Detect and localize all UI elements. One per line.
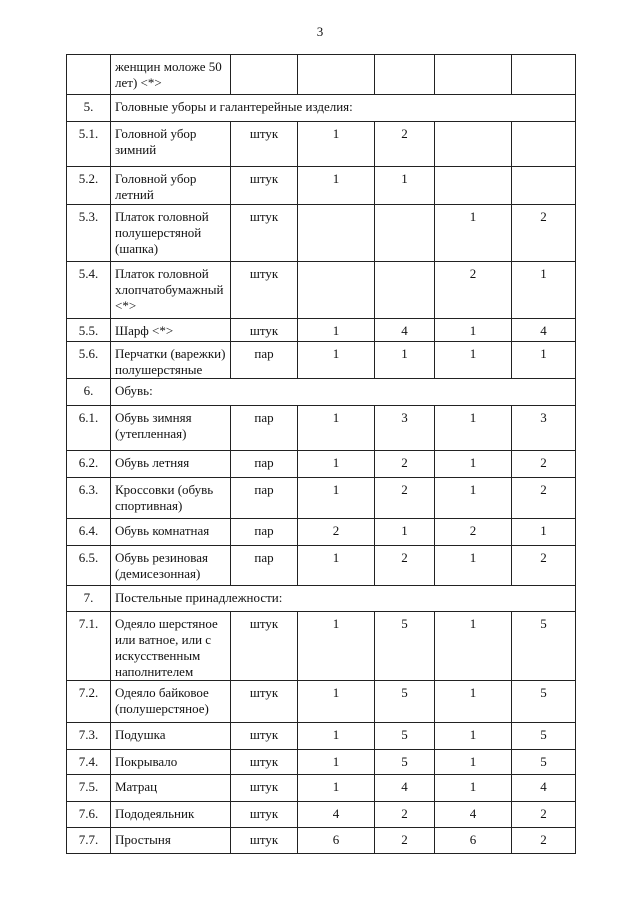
- value-col-1: [298, 55, 375, 95]
- value-col-1: 1: [298, 478, 375, 519]
- value-col-4: 2: [512, 478, 576, 519]
- value-col-1: 1: [298, 406, 375, 451]
- value-col-1: 1: [298, 723, 375, 750]
- item-number: 6.2.: [67, 451, 111, 478]
- item-number: 5.6.: [67, 342, 111, 379]
- item-name: женщин моложе 50 лет) <*>: [111, 55, 231, 95]
- section-row: [67, 95, 576, 122]
- section-number: 7.: [67, 586, 111, 612]
- section-row: [67, 379, 576, 406]
- item-number: 7.2.: [67, 681, 111, 723]
- item-unit: штук: [231, 828, 298, 854]
- item-number: 6.3.: [67, 478, 111, 519]
- table-row: [67, 828, 576, 854]
- value-col-1: 2: [298, 519, 375, 546]
- value-col-2: 2: [375, 478, 435, 519]
- value-col-3: 1: [435, 612, 512, 681]
- value-col-4: [512, 55, 576, 95]
- item-number: 5.2.: [67, 167, 111, 205]
- value-col-2: 5: [375, 723, 435, 750]
- value-col-1: 1: [298, 775, 375, 802]
- value-col-2: 4: [375, 775, 435, 802]
- table-row: [67, 262, 576, 319]
- value-col-4: 4: [512, 319, 576, 342]
- value-col-3: 1: [435, 406, 512, 451]
- table-row: [67, 546, 576, 586]
- item-name: Обувь летняя: [111, 451, 231, 478]
- value-col-4: 2: [512, 828, 576, 854]
- item-unit: [231, 55, 298, 95]
- value-col-2: 2: [375, 828, 435, 854]
- value-col-3: 1: [435, 342, 512, 379]
- value-col-4: 1: [512, 262, 576, 319]
- value-col-3: [435, 55, 512, 95]
- table-row: [67, 612, 576, 681]
- item-number: 7.6.: [67, 802, 111, 828]
- table-row: [67, 167, 576, 205]
- item-name: Простыня: [111, 828, 231, 854]
- value-col-3: 2: [435, 262, 512, 319]
- item-unit: штук: [231, 802, 298, 828]
- section-title: Постельные принадлежности:: [111, 586, 576, 612]
- table-body: [67, 55, 576, 854]
- table-row: [67, 205, 576, 262]
- item-name: Головной убор летний: [111, 167, 231, 205]
- value-col-3: 1: [435, 478, 512, 519]
- value-col-1: 1: [298, 612, 375, 681]
- item-number: 7.7.: [67, 828, 111, 854]
- item-unit: штук: [231, 612, 298, 681]
- table-row: [67, 342, 576, 379]
- section-number: 5.: [67, 95, 111, 122]
- table-row: [67, 750, 576, 775]
- item-number: 7.3.: [67, 723, 111, 750]
- value-col-1: 6: [298, 828, 375, 854]
- item-number: 5.1.: [67, 122, 111, 167]
- item-number: 7.1.: [67, 612, 111, 681]
- item-name: Матрац: [111, 775, 231, 802]
- value-col-4: 5: [512, 612, 576, 681]
- value-col-1: 1: [298, 342, 375, 379]
- section-title: Обувь:: [111, 379, 576, 406]
- value-col-1: 4: [298, 802, 375, 828]
- value-col-2: 1: [375, 519, 435, 546]
- value-col-4: 1: [512, 342, 576, 379]
- item-name: Головной убор зимний: [111, 122, 231, 167]
- value-col-4: [512, 122, 576, 167]
- item-name: Обувь зимняя (утепленная): [111, 406, 231, 451]
- value-col-3: 1: [435, 681, 512, 723]
- item-number: [67, 55, 111, 95]
- item-number: 7.4.: [67, 750, 111, 775]
- item-unit: пар: [231, 546, 298, 586]
- item-name: Платок головной полушерстяной (шапка): [111, 205, 231, 262]
- value-col-4: 2: [512, 802, 576, 828]
- item-unit: штук: [231, 750, 298, 775]
- value-col-4: 5: [512, 750, 576, 775]
- value-col-2: 5: [375, 681, 435, 723]
- value-col-2: 2: [375, 802, 435, 828]
- item-unit: штук: [231, 775, 298, 802]
- value-col-2: 1: [375, 342, 435, 379]
- value-col-3: 1: [435, 319, 512, 342]
- value-col-4: 2: [512, 205, 576, 262]
- value-col-3: 1: [435, 205, 512, 262]
- value-col-1: 1: [298, 750, 375, 775]
- value-col-2: 2: [375, 546, 435, 586]
- table-row: [67, 55, 576, 95]
- table-row: [67, 519, 576, 546]
- item-number: 5.4.: [67, 262, 111, 319]
- value-col-4: 5: [512, 681, 576, 723]
- value-col-3: 4: [435, 802, 512, 828]
- item-name: Обувь резиновая (демисезонная): [111, 546, 231, 586]
- item-unit: штук: [231, 723, 298, 750]
- table-row: [67, 775, 576, 802]
- value-col-2: 3: [375, 406, 435, 451]
- value-col-4: 2: [512, 546, 576, 586]
- table-row: [67, 723, 576, 750]
- item-name: Одеяло байковое (полушерстяное): [111, 681, 231, 723]
- value-col-3: [435, 122, 512, 167]
- value-col-1: 1: [298, 451, 375, 478]
- item-name: Платок головной хлопчатобумажный <*>: [111, 262, 231, 319]
- value-col-1: 1: [298, 546, 375, 586]
- item-name: Одеяло шерстяное или ватное, или с искусственным наполнителем: [111, 612, 231, 681]
- item-unit: штук: [231, 122, 298, 167]
- item-number: 5.5.: [67, 319, 111, 342]
- value-col-3: 6: [435, 828, 512, 854]
- item-number: 7.5.: [67, 775, 111, 802]
- table-row: [67, 802, 576, 828]
- section-row: [67, 586, 576, 612]
- norms-table: [66, 54, 576, 854]
- value-col-2: 5: [375, 612, 435, 681]
- item-name: Шарф <*>: [111, 319, 231, 342]
- table-row: [67, 319, 576, 342]
- item-name: Перчатки (варежки) полушерстяные: [111, 342, 231, 379]
- value-col-1: [298, 205, 375, 262]
- value-col-4: [512, 167, 576, 205]
- item-number: 6.1.: [67, 406, 111, 451]
- item-number: 5.3.: [67, 205, 111, 262]
- page-number: 3: [316, 24, 324, 39]
- item-name: Покрывало: [111, 750, 231, 775]
- value-col-2: [375, 205, 435, 262]
- table-row: [67, 122, 576, 167]
- value-col-4: 4: [512, 775, 576, 802]
- item-name: Обувь комнатная: [111, 519, 231, 546]
- value-col-4: 5: [512, 723, 576, 750]
- value-col-2: 1: [375, 167, 435, 205]
- value-col-1: 1: [298, 122, 375, 167]
- item-unit: штук: [231, 262, 298, 319]
- value-col-2: [375, 55, 435, 95]
- value-col-2: 2: [375, 451, 435, 478]
- item-unit: пар: [231, 342, 298, 379]
- value-col-3: 1: [435, 723, 512, 750]
- item-unit: штук: [231, 319, 298, 342]
- item-unit: штук: [231, 167, 298, 205]
- item-name: Кроссовки (обувь спортивная): [111, 478, 231, 519]
- value-col-1: 1: [298, 681, 375, 723]
- item-name: Подушка: [111, 723, 231, 750]
- value-col-1: [298, 262, 375, 319]
- section-title: Головные уборы и галантерейные изделия:: [111, 95, 576, 122]
- value-col-4: 1: [512, 519, 576, 546]
- value-col-1: 1: [298, 167, 375, 205]
- value-col-3: 1: [435, 775, 512, 802]
- item-name: Пододеяльник: [111, 802, 231, 828]
- item-number: 6.5.: [67, 546, 111, 586]
- value-col-3: 1: [435, 750, 512, 775]
- value-col-2: 5: [375, 750, 435, 775]
- value-col-3: 1: [435, 546, 512, 586]
- item-unit: штук: [231, 681, 298, 723]
- item-unit: пар: [231, 478, 298, 519]
- item-unit: штук: [231, 205, 298, 262]
- item-number: 6.4.: [67, 519, 111, 546]
- value-col-2: 2: [375, 122, 435, 167]
- value-col-3: [435, 167, 512, 205]
- value-col-1: 1: [298, 319, 375, 342]
- value-col-2: [375, 262, 435, 319]
- value-col-4: 2: [512, 451, 576, 478]
- table-row: [67, 406, 576, 451]
- section-number: 6.: [67, 379, 111, 406]
- table-row: [67, 451, 576, 478]
- value-col-3: 2: [435, 519, 512, 546]
- value-col-3: 1: [435, 451, 512, 478]
- value-col-2: 4: [375, 319, 435, 342]
- item-unit: пар: [231, 519, 298, 546]
- table-row: [67, 681, 576, 723]
- value-col-4: 3: [512, 406, 576, 451]
- table-row: [67, 478, 576, 519]
- item-unit: пар: [231, 406, 298, 451]
- item-unit: пар: [231, 451, 298, 478]
